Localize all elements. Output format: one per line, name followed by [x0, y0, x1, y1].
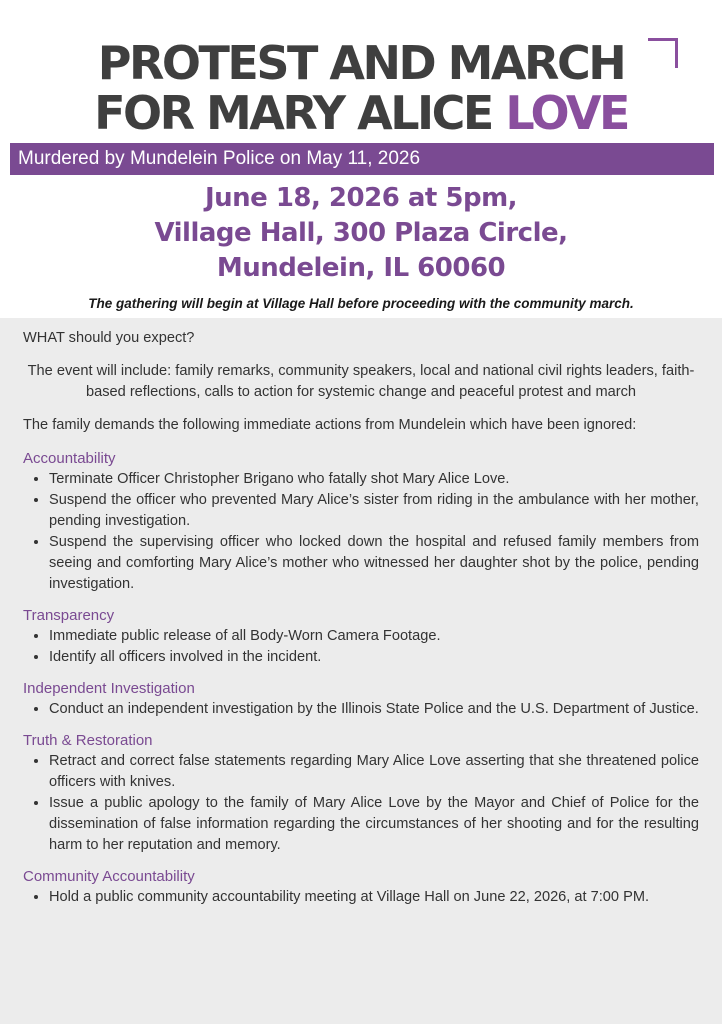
- demands-intro: The family demands the following immediate actions from Mundelein which have been ignored:: [23, 417, 637, 433]
- demand-list: [23, 469, 699, 595]
- gathering-note: The gathering will begin at Village Hall before proceeding with the community march.: [88, 296, 634, 311]
- event-details: [0, 181, 722, 286]
- section-title: Independent Investigation: [23, 680, 195, 697]
- section-title: Community Accountability: [23, 868, 195, 885]
- section-community-accountability: [23, 866, 699, 908]
- list-item: • Suspend the officer who prevented Mary Alice’s sister from riding in the ambulance with her mother, pending investigation.: [49, 490, 699, 532]
- section-accountability: [23, 448, 699, 595]
- section-independent-investigation: [23, 678, 699, 720]
- page-title: [0, 38, 722, 138]
- list-item: • Terminate Officer Christopher Brigano who fatally shot Mary Alice Love.: [49, 469, 699, 490]
- details-panel: [0, 318, 722, 1024]
- demand-list: [23, 751, 699, 856]
- list-item: • Identify all officers involved in the incident.: [49, 647, 699, 668]
- list-item: • Retract and correct false statements regarding Mary Alice Love asserting that she threatened police officers with knives.: [49, 751, 699, 793]
- expect-question: WHAT should you expect?: [23, 330, 195, 346]
- subtitle-banner: Murdered by Mundelein Police on May 11, 2026: [10, 143, 714, 175]
- list-item: • Conduct an independent investigation by the Illinois State Police and the U.S. Department of Justice.: [49, 699, 699, 720]
- section-title: Truth & Restoration: [23, 732, 153, 749]
- list-item: • Issue a public apology to the family of Mary Alice Love by the Mayor and Chief of Police for the dissemination of false information regarding the circumstances of her shooting and for the resulting harm to her reputation and memory.: [49, 793, 699, 856]
- details-content: [23, 328, 699, 918]
- demand-list: [23, 699, 699, 720]
- title-line-1: PROTEST AND MARCH: [97, 36, 625, 90]
- list-item: • Immediate public release of all Body-Worn Camera Footage.: [49, 626, 699, 647]
- event-location: Village Hall, 300 Plaza Circle,: [154, 218, 568, 248]
- event-city: Mundelein, IL 60060: [216, 253, 506, 283]
- title-accent-word: LOVE: [505, 86, 628, 140]
- demand-list: [23, 887, 699, 908]
- section-transparency: [23, 605, 699, 668]
- demand-list: [23, 626, 699, 668]
- list-item: • Hold a public community accountability meeting at Village Hall on June 22, 2026, at 7:00 PM.: [49, 887, 699, 908]
- event-date: June 18, 2026 at 5pm,: [204, 183, 518, 213]
- event-includes: The event will include: family remarks, community speakers, local and national civil rights leaders, faith-based reflections, calls to action for systemic change and peaceful protest and march: [27, 363, 695, 400]
- list-item: • Suspend the supervising officer who locked down the hospital and refused family members from seeing and comforting Mary Alice’s mother who witnessed her daughter shot by the police, pending investigation.: [49, 532, 699, 595]
- section-title: Transparency: [23, 607, 115, 624]
- section-title: Accountability: [23, 450, 116, 467]
- section-truth-restoration: [23, 730, 699, 856]
- title-line-2: FOR MARY ALICE: [94, 86, 506, 140]
